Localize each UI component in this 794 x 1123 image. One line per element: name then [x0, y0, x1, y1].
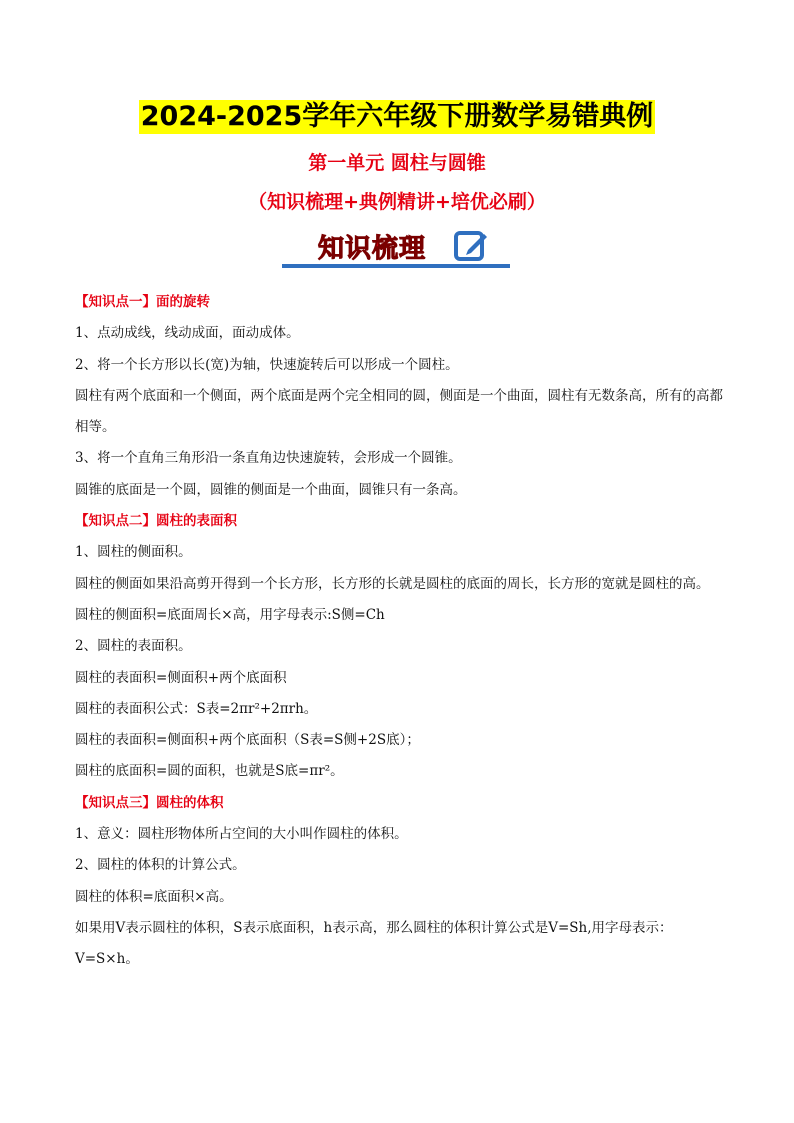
- kp2-line-2: 圆柱的侧面如果沿高剪开得到一个长方形，长方形的长就是圆柱的底面的周长，长方形的宽就是圆柱的高。: [75, 575, 710, 592]
- kp2-heading: 【知识点二】圆柱的表面积: [75, 513, 237, 530]
- kp3-line-2: 2、圆柱的体积的计算公式。: [75, 857, 246, 874]
- kp3-line-3: 圆柱的体积=底面积×高。: [75, 888, 233, 905]
- kp3-line-4: 如果用V表示圆柱的体积，S表示底面积，h表示高，那么圆柱的体积计算公式是V=Sh,用字母表示：V=S×h。: [75, 919, 673, 968]
- unit-title: 第一单元 圆柱与圆锥: [308, 152, 486, 174]
- kp2-line-1: 1、圆柱的侧面积。: [75, 544, 192, 561]
- content: [75, 287, 725, 976]
- kp3-line-1: 1、意义：圆柱形物体所占空间的大小叫作圆柱的体积。: [75, 826, 408, 843]
- kp2-line-7: 圆柱的表面积=侧面积+两个底面积（S表=S侧+2S底）；: [75, 732, 420, 749]
- edit-pencil-icon: [454, 228, 488, 262]
- kp1-line-1: 1、点动成线，线动成面，面动成体。: [75, 325, 300, 342]
- kp2-line-5: 圆柱的表面积=侧面积+两个底面积: [75, 669, 287, 686]
- kp2-line-8: 圆柱的底面积=圆的面积，也就是S底=πr²。: [75, 763, 344, 780]
- page-title: 2024-2025学年六年级下册数学易错典例: [140, 101, 654, 132]
- kp2-line-6: 圆柱的表面积公式：S表=2πr²+2πrh。: [75, 700, 318, 717]
- kp1-line-3: 圆柱有两个底面和一个侧面，两个底面是两个完全相同的圆，侧面是一个曲面，圆柱有无数条高，所有的高都相等。: [75, 387, 723, 436]
- kp2-line-3: 圆柱的侧面积=底面周长×高，用字母表示:S侧=Ch: [75, 606, 385, 623]
- section-banner: [282, 226, 510, 272]
- kp1-line-2: 2、将一个长方形以长(宽)为轴，快速旋转后可以形成一个圆柱。: [75, 356, 459, 373]
- title-wrap: [0, 100, 794, 134]
- kp3-heading: 【知识点三】圆柱的体积: [75, 794, 224, 811]
- kp1-line-4: 3、将一个直角三角形沿一条直角边快速旋转，会形成一个圆锥。: [75, 450, 462, 467]
- kp1-line-5: 圆锥的底面是一个圆，圆锥的侧面是一个曲面，圆锥只有一条高。: [75, 481, 467, 498]
- kp2-line-4: 2、圆柱的表面积。: [75, 638, 192, 655]
- kp1-heading: 【知识点一】面的旋转: [75, 294, 210, 310]
- banner-label: 知识梳理: [318, 234, 427, 264]
- tagline: （知识梳理+典例精讲+培优必刷）: [248, 191, 546, 213]
